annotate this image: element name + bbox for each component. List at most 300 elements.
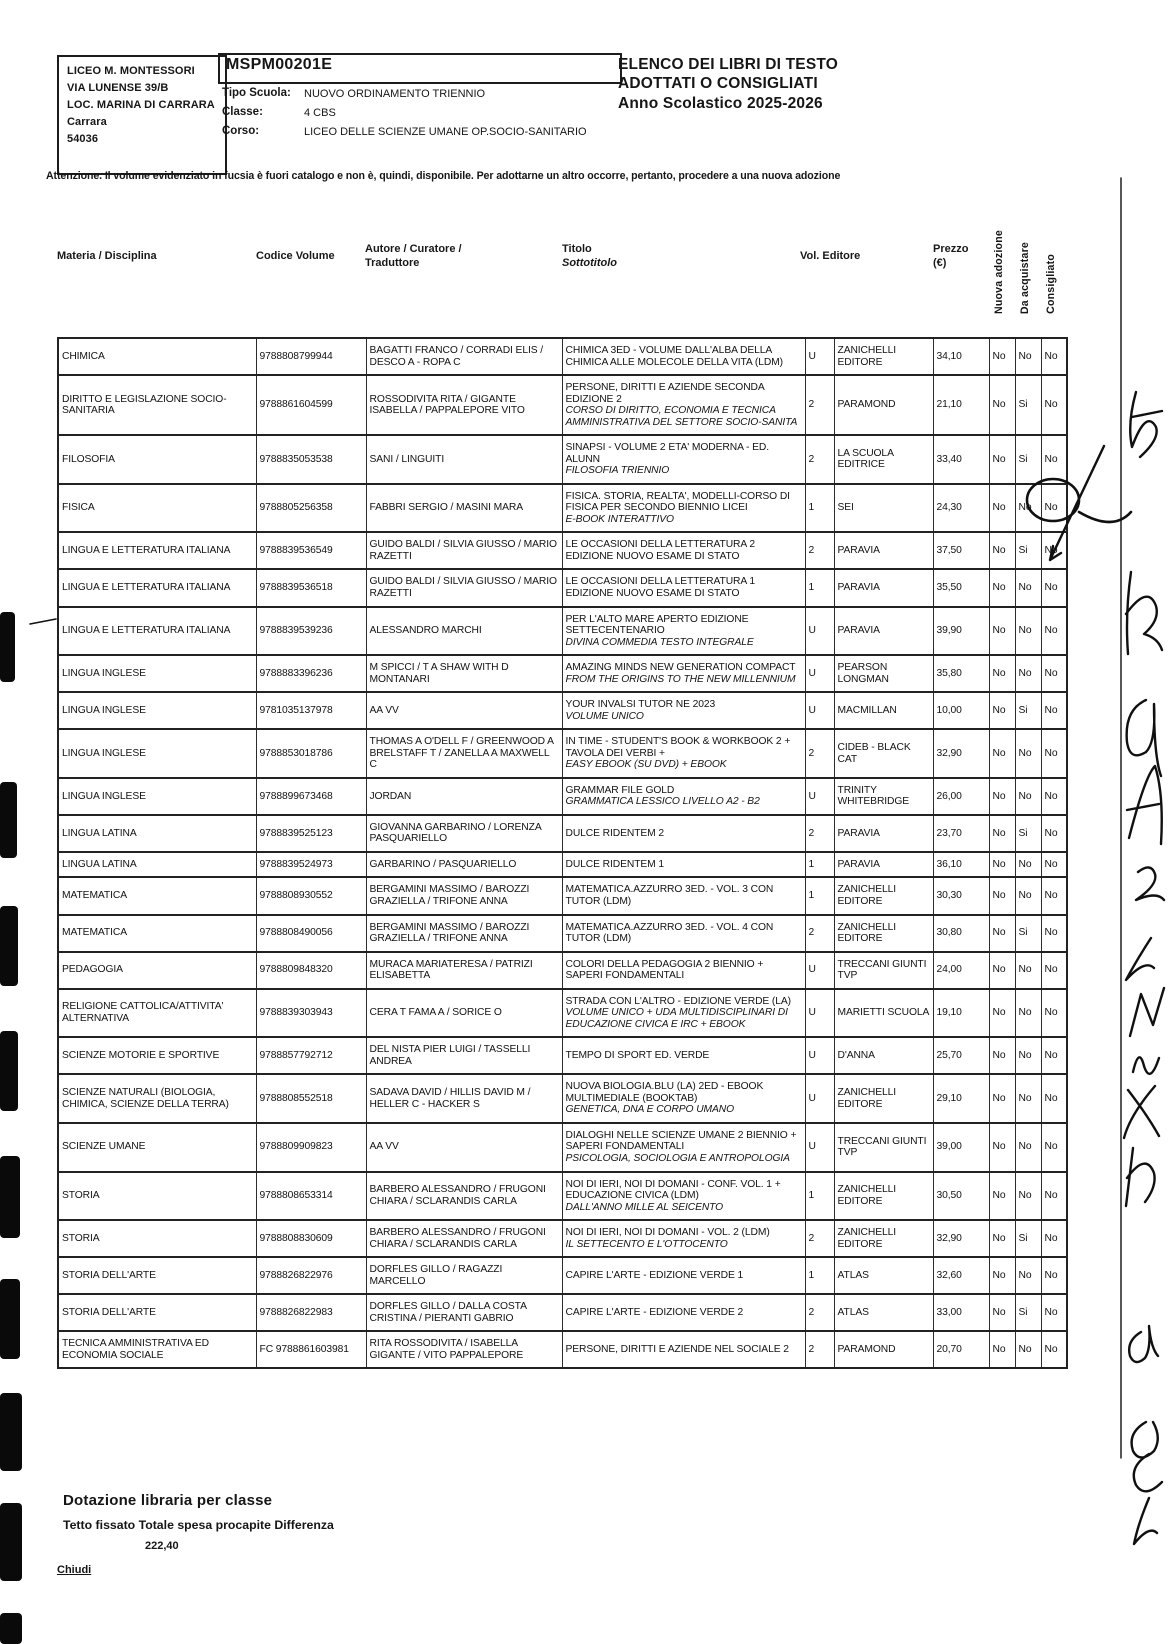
cell-da-acquistare: No xyxy=(1015,1257,1041,1294)
cell-nuova-adozione: No xyxy=(989,952,1015,989)
cell-nuova-adozione: No xyxy=(989,484,1015,533)
cell-titolo xyxy=(562,877,805,914)
cell-prezzo: 35,80 xyxy=(933,655,989,692)
cell-vol: 1 xyxy=(805,569,834,606)
cell-nuova-adozione: No xyxy=(989,607,1015,656)
cell-codice: 9788883396236 xyxy=(256,655,366,692)
cell-codice: 9788899673468 xyxy=(256,778,366,815)
cell-codice: 9788808799944 xyxy=(256,338,366,375)
sottotitolo-text: PSICOLOGIA, SOCIOLOGIA E ANTROPOLOGIA xyxy=(565,1152,790,1164)
cell-materia: TECNICA AMMINISTRATIVA ED ECONOMIA SOCIALE xyxy=(58,1331,256,1368)
cell-nuova-adozione: No xyxy=(989,532,1015,569)
titolo-text: COLORI DELLA PEDAGOGIA 2 BIENNIO + SAPERI FONDAMENTALI xyxy=(565,958,764,982)
cell-codice: 9788808830609 xyxy=(256,1220,366,1257)
table-row xyxy=(58,729,1067,778)
cell-da-acquistare: No xyxy=(1015,952,1041,989)
cell-consigliato: No xyxy=(1041,655,1067,692)
cell-da-acquistare: Si xyxy=(1015,532,1041,569)
cell-da-acquistare: No xyxy=(1015,1172,1041,1221)
cell-da-acquistare: No xyxy=(1015,1123,1041,1172)
cell-da-acquistare: Si xyxy=(1015,692,1041,729)
cell-titolo xyxy=(562,1037,805,1074)
cell-codice: 9788826822976 xyxy=(256,1257,366,1294)
titolo-text: MATEMATICA.AZZURRO 3ED. - VOL. 4 CON TUTOR (LDM) xyxy=(565,921,774,945)
cell-codice: 9788826822983 xyxy=(256,1294,366,1331)
table-row xyxy=(58,1331,1067,1368)
cell-da-acquistare: No xyxy=(1015,877,1041,914)
table-row xyxy=(58,1123,1067,1172)
cell-editore: PARAMOND xyxy=(834,375,933,435)
cell-codice: 9788839536549 xyxy=(256,532,366,569)
cell-titolo xyxy=(562,815,805,852)
sottotitolo-text: CORSO DI DIRITTO, ECONOMIA E TECNICA AMMINISTRATIVA DEL SETTORE SOCIO-SANITA xyxy=(565,405,798,428)
info-row-classe xyxy=(222,107,642,119)
cell-materia: STORIA xyxy=(58,1220,256,1257)
cell-materia: MATEMATICA xyxy=(58,877,256,914)
cell-vol: 2 xyxy=(805,532,834,569)
cell-codice: 9788853018786 xyxy=(256,729,366,778)
page-title-line3: Anno Scolastico 2025-2026 xyxy=(618,94,823,112)
cell-editore: PARAVIA xyxy=(834,852,933,878)
close-link[interactable]: Chiudi xyxy=(57,1564,92,1576)
info-row-corso xyxy=(222,126,642,138)
cell-prezzo: 39,00 xyxy=(933,1123,989,1172)
cell-prezzo: 24,30 xyxy=(933,484,989,533)
cell-consigliato: No xyxy=(1041,607,1067,656)
cell-titolo xyxy=(562,1257,805,1294)
cell-materia: DIRITTO E LEGISLAZIONE SOCIO-SANITARIA xyxy=(58,375,256,435)
school-street: VIA LUNENSE 39/B xyxy=(67,82,169,95)
info-row-tipo-scuola xyxy=(222,88,642,100)
cell-da-acquistare: No xyxy=(1015,778,1041,815)
school-name: LICEO M. MONTESSORI xyxy=(67,65,195,77)
page-title xyxy=(618,55,1038,113)
cell-vol: U xyxy=(805,338,834,375)
cell-prezzo: 30,50 xyxy=(933,1172,989,1221)
cell-nuova-adozione: No xyxy=(989,1037,1015,1074)
cell-da-acquistare: No xyxy=(1015,1074,1041,1123)
cell-vol: 2 xyxy=(805,815,834,852)
school-code-box xyxy=(218,53,622,84)
cell-materia: SCIENZE UMANE xyxy=(58,1123,256,1172)
cell-materia: LINGUA INGLESE xyxy=(58,655,256,692)
cell-consigliato: No xyxy=(1041,815,1067,852)
cell-prezzo: 34,10 xyxy=(933,338,989,375)
cell-codice: 9788808653314 xyxy=(256,1172,366,1221)
sottotitolo-text: GRAMMATICA LESSICO LIVELLO A2 - B2 xyxy=(565,796,760,808)
cell-titolo xyxy=(562,338,805,375)
cell-autore: GUIDO BALDI / SILVIA GIUSSO / MARIO RAZETTI xyxy=(366,569,562,606)
cell-prezzo: 20,70 xyxy=(933,1331,989,1368)
cell-consigliato: No xyxy=(1041,852,1067,878)
titolo-text: STRADA CON L'ALTRO - EDIZIONE VERDE (LA) xyxy=(565,995,791,1007)
table-row xyxy=(58,338,1067,375)
cell-nuova-adozione: No xyxy=(989,375,1015,435)
cell-editore: PARAMOND xyxy=(834,1331,933,1368)
cell-autore: FABBRI SERGIO / MASINI MARA xyxy=(366,484,562,533)
cell-vol: 2 xyxy=(805,435,834,484)
cell-titolo xyxy=(562,1294,805,1331)
cell-materia: LINGUA INGLESE xyxy=(58,692,256,729)
cell-da-acquistare: No xyxy=(1015,852,1041,878)
cell-vol: 1 xyxy=(805,877,834,914)
cell-codice: 9788808490056 xyxy=(256,915,366,952)
cell-nuova-adozione: No xyxy=(989,1220,1015,1257)
cell-prezzo: 21,10 xyxy=(933,375,989,435)
cell-vol: U xyxy=(805,989,834,1038)
cell-da-acquistare: No xyxy=(1015,607,1041,656)
cell-nuova-adozione: No xyxy=(989,778,1015,815)
cell-titolo xyxy=(562,569,805,606)
col-header-consigliato: Consigliato xyxy=(1045,254,1057,314)
cell-consigliato: No xyxy=(1041,1257,1067,1294)
cell-autore: BAGATTI FRANCO / CORRADI ELIS / DESCO A - ROPA C xyxy=(366,338,562,375)
cell-autore: DEL NISTA PIER LUIGI / TASSELLI ANDREA xyxy=(366,1037,562,1074)
cell-vol: U xyxy=(805,1037,834,1074)
cell-editore: ZANICHELLI EDITORE xyxy=(834,1220,933,1257)
titolo-text: NOI DI IERI, NOI DI DOMANI - CONF. VOL. 1 + EDUCAZIONE CIVICA (LDM) xyxy=(565,1178,781,1202)
cell-codice: 9788809909823 xyxy=(256,1123,366,1172)
cell-vol: U xyxy=(805,952,834,989)
cell-vol: 2 xyxy=(805,729,834,778)
school-zip: 54036 xyxy=(67,133,99,146)
cell-autore: ROSSODIVITA RITA / GIGANTE ISABELLA / PAPPALEPORE VITO xyxy=(366,375,562,435)
cell-prezzo: 33,00 xyxy=(933,1294,989,1331)
cell-autore: MURACA MARIATERESA / PATRIZI ELISABETTA xyxy=(366,952,562,989)
books-table-body xyxy=(58,338,1067,1368)
cell-titolo xyxy=(562,435,805,484)
cell-vol: 2 xyxy=(805,1331,834,1368)
table-row xyxy=(58,1294,1067,1331)
cell-nuova-adozione: No xyxy=(989,435,1015,484)
rotated-headers xyxy=(986,172,1066,314)
titolo-text: LE OCCASIONI DELLA LETTERATURA 2 EDIZIONE NUOVO ESAME DI STATO xyxy=(565,539,755,562)
cell-prezzo: 10,00 xyxy=(933,692,989,729)
cell-codice: 9788835053538 xyxy=(256,435,366,484)
cell-editore: ZANICHELLI EDITORE xyxy=(834,338,933,375)
cell-vol: 2 xyxy=(805,1294,834,1331)
col-header-da-acquistare: Da acquistare xyxy=(1019,241,1031,314)
tipo-scuola-label: Tipo Scuola: xyxy=(222,87,291,99)
cell-nuova-adozione: No xyxy=(989,729,1015,778)
cell-titolo xyxy=(562,729,805,778)
corso-value: LICEO DELLE SCIENZE UMANE OP.SOCIO-SANITARIO xyxy=(304,126,587,138)
table-row xyxy=(58,1172,1067,1221)
cell-editore: TRECCANI GIUNTI TVP xyxy=(834,1123,933,1172)
cell-prezzo: 32,90 xyxy=(933,1220,989,1257)
cell-editore: LA SCUOLA EDITRICE xyxy=(834,435,933,484)
cell-editore: ZANICHELLI EDITORE xyxy=(834,1074,933,1123)
cell-titolo xyxy=(562,778,805,815)
footer-total-value: 222,40 xyxy=(145,1540,179,1552)
cell-editore: TRINITY WHITEBRIDGE xyxy=(834,778,933,815)
school-address-box xyxy=(57,55,227,175)
cell-materia: STORIA DELL'ARTE xyxy=(58,1257,256,1294)
cell-titolo xyxy=(562,915,805,952)
cell-materia: RELIGIONE CATTOLICA/ATTIVITA' ALTERNATIVA xyxy=(58,989,256,1038)
titolo-text: SINAPSI - VOLUME 2 ETA' MODERNA - ED. ALUNN xyxy=(565,442,769,465)
cell-da-acquistare: Si xyxy=(1015,915,1041,952)
cell-vol: U xyxy=(805,1074,834,1123)
cell-codice: 9788805256358 xyxy=(256,484,366,533)
cell-nuova-adozione: No xyxy=(989,1331,1015,1368)
cell-materia: PEDAGOGIA xyxy=(58,952,256,989)
titolo-text: DULCE RIDENTEM 2 xyxy=(565,827,665,839)
cell-codice: 9788809848320 xyxy=(256,952,366,989)
table-row xyxy=(58,569,1067,606)
cell-editore: TRECCANI GIUNTI TVP xyxy=(834,952,933,989)
cell-prezzo: 25,70 xyxy=(933,1037,989,1074)
cell-editore: D'ANNA xyxy=(834,1037,933,1074)
table-row xyxy=(58,1074,1067,1123)
titolo-text: MATEMATICA.AZZURRO 3ED. - VOL. 3 CON TUTOR (LDM) xyxy=(565,884,774,907)
cell-da-acquistare: No xyxy=(1015,655,1041,692)
cell-vol: U xyxy=(805,655,834,692)
table-row xyxy=(58,952,1067,989)
cell-prezzo: 32,90 xyxy=(933,729,989,778)
cell-nuova-adozione: No xyxy=(989,1074,1015,1123)
cell-materia: LINGUA E LETTERATURA ITALIANA xyxy=(58,532,256,569)
cell-autore: BARBERO ALESSANDRO / FRUGONI CHIARA / SCLARANDIS CARLA xyxy=(366,1172,562,1221)
cell-vol: 2 xyxy=(805,375,834,435)
cell-nuova-adozione: No xyxy=(989,1172,1015,1221)
cell-prezzo: 36,10 xyxy=(933,852,989,878)
cell-consigliato: No xyxy=(1041,915,1067,952)
cell-nuova-adozione: No xyxy=(989,338,1015,375)
cell-prezzo: 39,90 xyxy=(933,607,989,656)
cell-consigliato: No xyxy=(1041,692,1067,729)
cell-editore: ZANICHELLI EDITORE xyxy=(834,877,933,914)
table-row xyxy=(58,375,1067,435)
cell-materia: SCIENZE MOTORIE E SPORTIVE xyxy=(58,1037,256,1074)
titolo-text: DIALOGHI NELLE SCIENZE UMANE 2 BIENNIO + SAPERI FONDAMENTALI xyxy=(565,1129,797,1153)
cell-titolo xyxy=(562,655,805,692)
cell-autore: M SPICCI / T A SHAW WITH D MONTANARI xyxy=(366,655,562,692)
table-row xyxy=(58,1220,1067,1257)
titolo-text: YOUR INVALSI TUTOR NE 2023 xyxy=(565,699,716,711)
cell-da-acquistare: Si xyxy=(1015,1220,1041,1257)
fuchsia-warning-text: Attenzione. Il volume evidenziato in fucsia è fuori catalogo e non è, quindi, disponibile. Per adottarne un altro occorre, pertanto, procedere a una nuova adozione xyxy=(46,170,841,182)
cell-editore: MARIETTI SCUOLA xyxy=(834,989,933,1038)
cell-prezzo: 19,10 xyxy=(933,989,989,1038)
cell-vol: U xyxy=(805,692,834,729)
cell-vol: U xyxy=(805,607,834,656)
cell-nuova-adozione: No xyxy=(989,1257,1015,1294)
cell-prezzo: 30,30 xyxy=(933,877,989,914)
cell-autore: THOMAS A O'DELL F / GREENWOOD A BRELSTAFF T / ZANELLA A MAXWELL C xyxy=(366,729,562,778)
cell-da-acquistare: No xyxy=(1015,484,1041,533)
cell-editore: ATLAS xyxy=(834,1257,933,1294)
cell-vol: 2 xyxy=(805,1220,834,1257)
cell-autore: GIOVANNA GARBARINO / LORENZA PASQUARIELLO xyxy=(366,815,562,852)
cell-codice: 9788861604599 xyxy=(256,375,366,435)
cell-consigliato: No xyxy=(1041,1074,1067,1123)
cell-autore: AA VV xyxy=(366,692,562,729)
cell-consigliato: No xyxy=(1041,1123,1067,1172)
cell-consigliato: No xyxy=(1041,989,1067,1038)
table-row xyxy=(58,852,1067,878)
cell-materia: STORIA DELL'ARTE xyxy=(58,1294,256,1331)
cell-titolo xyxy=(562,1074,805,1123)
cell-materia: LINGUA INGLESE xyxy=(58,778,256,815)
cell-nuova-adozione: No xyxy=(989,692,1015,729)
class-info xyxy=(222,88,642,145)
cell-titolo xyxy=(562,692,805,729)
cell-prezzo: 32,60 xyxy=(933,1257,989,1294)
cell-consigliato: No xyxy=(1041,877,1067,914)
table-row xyxy=(58,877,1067,914)
cell-autore: GARBARINO / PASQUARIELLO xyxy=(366,852,562,878)
cell-autore: ALESSANDRO MARCHI xyxy=(366,607,562,656)
cell-autore: DORFLES GILLO / RAGAZZI MARCELLO xyxy=(366,1257,562,1294)
cell-nuova-adozione: No xyxy=(989,877,1015,914)
table-row xyxy=(58,607,1067,656)
table-row xyxy=(58,435,1067,484)
col-header-prezzo: Prezzo (€) xyxy=(933,243,969,269)
sottotitolo-text: VOLUME UNICO xyxy=(565,710,644,722)
cell-autore: JORDAN xyxy=(366,778,562,815)
cell-da-acquistare: No xyxy=(1015,569,1041,606)
cell-materia: CHIMICA xyxy=(58,338,256,375)
sottotitolo-text: DIVINA COMMEDIA TESTO INTEGRALE xyxy=(565,636,754,648)
cell-prezzo: 35,50 xyxy=(933,569,989,606)
cell-da-acquistare: No xyxy=(1015,729,1041,778)
cell-consigliato: No xyxy=(1041,1331,1067,1368)
cell-editore: CIDEB - BLACK CAT xyxy=(834,729,933,778)
cell-vol: 2 xyxy=(805,915,834,952)
cell-nuova-adozione: No xyxy=(989,852,1015,878)
cell-editore: SEI xyxy=(834,484,933,533)
cell-titolo xyxy=(562,484,805,533)
table-row xyxy=(58,484,1067,533)
cell-nuova-adozione: No xyxy=(989,815,1015,852)
cell-autore: BARBERO ALESSANDRO / FRUGONI CHIARA / SCLARANDIS CARLA xyxy=(366,1220,562,1257)
cell-titolo xyxy=(562,375,805,435)
table-row xyxy=(58,655,1067,692)
sottotitolo-text: VOLUME UNICO + UDA MULTIDISCIPLINARI DI EDUCAZIONE CIVICA E IRC + EBOOK xyxy=(565,1007,788,1030)
titolo-text: PER L'ALTO MARE APERTO EDIZIONE SETTECENTENARIO xyxy=(565,613,749,637)
cell-codice: 9788839524973 xyxy=(256,852,366,878)
cell-prezzo: 24,00 xyxy=(933,952,989,989)
cell-titolo xyxy=(562,989,805,1038)
cell-consigliato: No xyxy=(1041,1037,1067,1074)
cell-autore: BERGAMINI MASSIMO / BAROZZI GRAZIELLA / TRIFONE ANNA xyxy=(366,877,562,914)
titolo-text: NOI DI IERI, NOI DI DOMANI - VOL. 2 (LDM) xyxy=(565,1227,770,1239)
table-row xyxy=(58,1257,1067,1294)
sottotitolo-text: EASY EBOOK (SU DVD) + EBOOK xyxy=(565,759,727,771)
table-row xyxy=(58,989,1067,1038)
cell-prezzo: 30,80 xyxy=(933,915,989,952)
titolo-text: LE OCCASIONI DELLA LETTERATURA 1 EDIZIONE NUOVO ESAME DI STATO xyxy=(565,576,755,599)
cell-consigliato: No xyxy=(1041,1294,1067,1331)
titolo-text: AMAZING MINDS NEW GENERATION COMPACT xyxy=(565,662,796,674)
cell-vol: 1 xyxy=(805,484,834,533)
footer-title: Dotazione libraria per classe xyxy=(63,1492,273,1509)
cell-prezzo: 29,10 xyxy=(933,1074,989,1123)
cell-materia: STORIA xyxy=(58,1172,256,1221)
cell-titolo xyxy=(562,1220,805,1257)
cell-titolo xyxy=(562,1172,805,1221)
table-row xyxy=(58,1037,1067,1074)
cell-titolo xyxy=(562,1331,805,1368)
sottotitolo-text: FROM THE ORIGINS TO THE NEW MILLENNIUM xyxy=(565,673,796,685)
cell-da-acquistare: No xyxy=(1015,989,1041,1038)
cell-editore: ATLAS xyxy=(834,1294,933,1331)
cell-da-acquistare: Si xyxy=(1015,815,1041,852)
cell-vol: 1 xyxy=(805,1257,834,1294)
titolo-text: FISICA. STORIA, REALTA', MODELLI-CORSO DI FISICA PER SECONDO BIENNIO LICEI xyxy=(565,490,790,514)
titolo-text: CAPIRE L'ARTE - EDIZIONE VERDE 1 xyxy=(565,1269,744,1281)
cell-materia: LINGUA INGLESE xyxy=(58,729,256,778)
col-header-codice: Codice Volume xyxy=(256,250,335,262)
cell-nuova-adozione: No xyxy=(989,1294,1015,1331)
cell-materia: LINGUA E LETTERATURA ITALIANA xyxy=(58,569,256,606)
cell-materia: LINGUA LATINA xyxy=(58,815,256,852)
table-row xyxy=(58,692,1067,729)
sottotitolo-text: DALL'ANNO MILLE AL SEICENTO xyxy=(565,1201,724,1213)
cell-autore: CERA T FAMA A / SORICE O xyxy=(366,989,562,1038)
cell-codice: 9788839303943 xyxy=(256,989,366,1038)
cell-autore: BERGAMINI MASSIMO / BAROZZI GRAZIELLA / TRIFONE ANNA xyxy=(366,915,562,952)
cell-autore: SADAVA DAVID / HILLIS DAVID M / HELLER C - HACKER S xyxy=(366,1074,562,1123)
cell-autore: AA VV xyxy=(366,1123,562,1172)
cell-da-acquistare: No xyxy=(1015,338,1041,375)
cell-vol: U xyxy=(805,778,834,815)
cell-materia: LINGUA LATINA xyxy=(58,852,256,878)
cell-consigliato: No xyxy=(1041,729,1067,778)
cell-codice: 9788808552518 xyxy=(256,1074,366,1123)
cell-titolo xyxy=(562,952,805,989)
sottotitolo-text: GENETICA, DNA E CORPO UMANO xyxy=(565,1104,735,1116)
col-header-autore: Autore / Curatore / Traduttore xyxy=(365,243,462,269)
titolo-text: DULCE RIDENTEM 1 xyxy=(565,858,665,870)
cell-codice: 9788839525123 xyxy=(256,815,366,852)
cell-materia: FILOSOFIA xyxy=(58,435,256,484)
cell-da-acquistare: No xyxy=(1015,1331,1041,1368)
cell-da-acquistare: No xyxy=(1015,1037,1041,1074)
cell-editore: PARAVIA xyxy=(834,607,933,656)
cell-prezzo: 33,40 xyxy=(933,435,989,484)
books-table xyxy=(57,337,1068,1369)
cell-autore: DORFLES GILLO / DALLA COSTA CRISTINA / PIERANTI GABRIO xyxy=(366,1294,562,1331)
cell-consigliato: No xyxy=(1041,532,1067,569)
cell-editore: ZANICHELLI EDITORE xyxy=(834,1172,933,1221)
titolo-text: CAPIRE L'ARTE - EDIZIONE VERDE 2 xyxy=(565,1306,744,1318)
cell-codice: 9781035137978 xyxy=(256,692,366,729)
cell-consigliato: No xyxy=(1041,569,1067,606)
table-row xyxy=(58,532,1067,569)
cell-nuova-adozione: No xyxy=(989,655,1015,692)
cell-nuova-adozione: No xyxy=(989,989,1015,1038)
cell-prezzo: 37,50 xyxy=(933,532,989,569)
titolo-text: PERSONE, DIRITTI E AZIENDE SECONDA EDIZIONE 2 xyxy=(565,382,765,405)
cell-materia: LINGUA E LETTERATURA ITALIANA xyxy=(58,607,256,656)
page-title-line1: ELENCO DEI LIBRI DI TESTO xyxy=(618,56,839,73)
cell-codice: 9788857792712 xyxy=(256,1037,366,1074)
table-row xyxy=(58,915,1067,952)
cell-consigliato: No xyxy=(1041,435,1067,484)
cell-prezzo: 26,00 xyxy=(933,778,989,815)
cell-vol: 1 xyxy=(805,852,834,878)
cell-nuova-adozione: No xyxy=(989,915,1015,952)
col-header-vol-editore: Vol. Editore xyxy=(800,250,861,262)
cell-editore: PARAVIA xyxy=(834,532,933,569)
cell-nuova-adozione: No xyxy=(989,1123,1015,1172)
cell-autore: GUIDO BALDI / SILVIA GIUSSO / MARIO RAZETTI xyxy=(366,532,562,569)
titolo-text: PERSONE, DIRITTI E AZIENDE NEL SOCIALE 2 xyxy=(565,1344,789,1356)
cell-codice: 9788808930552 xyxy=(256,877,366,914)
cell-materia: FISICA xyxy=(58,484,256,533)
